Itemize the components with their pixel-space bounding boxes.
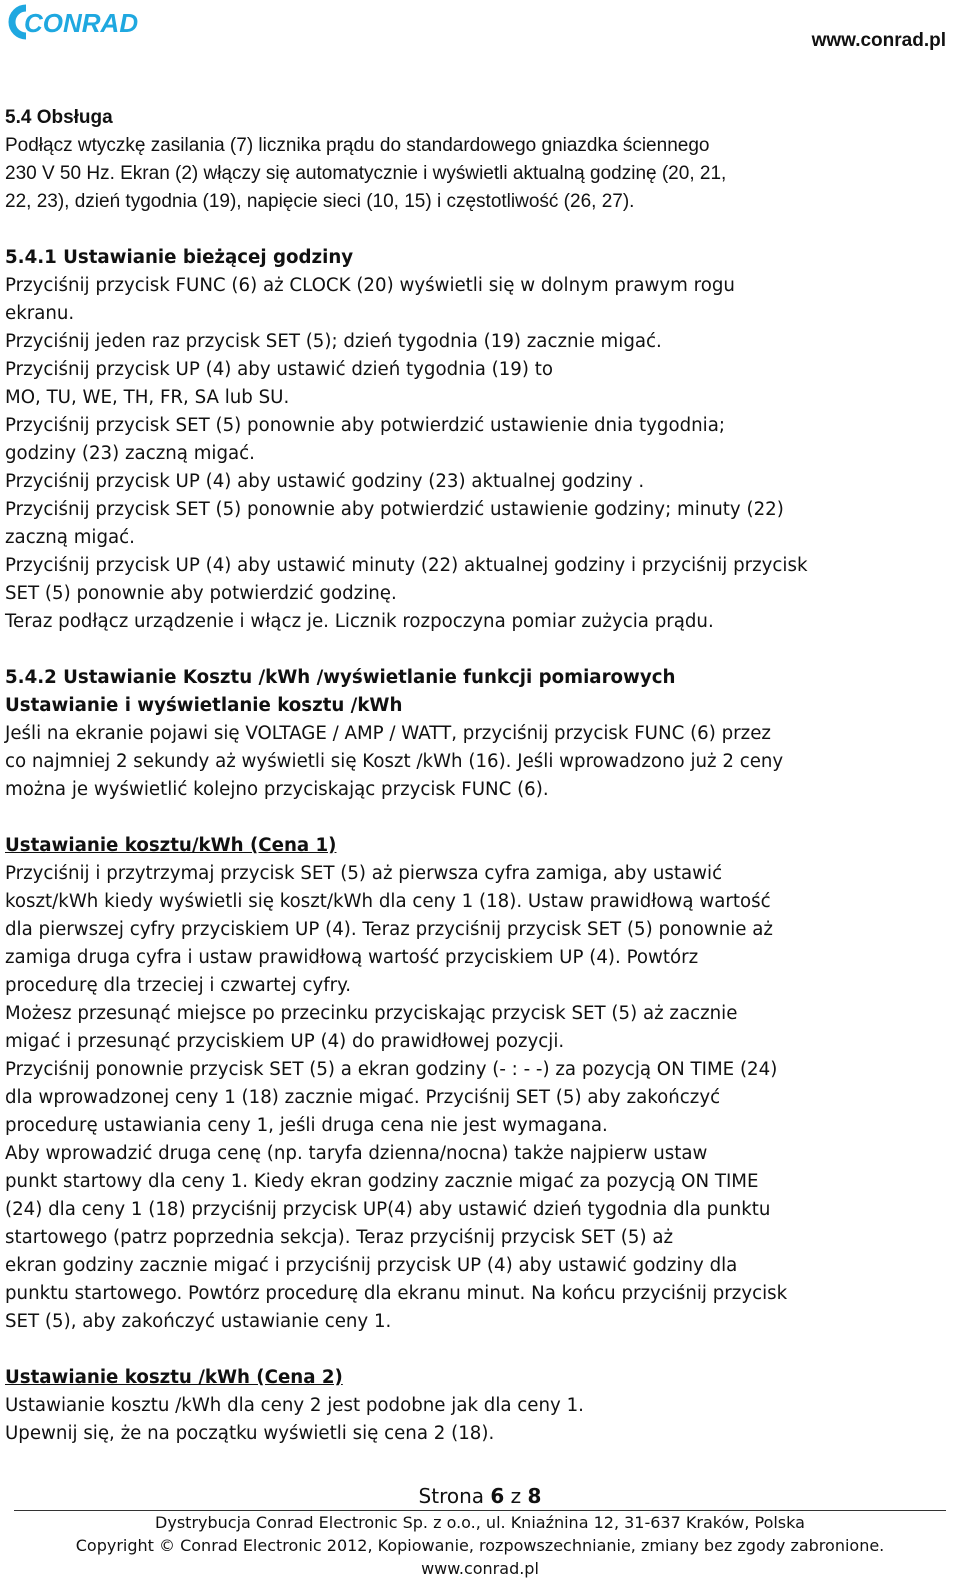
paragraph-line: Upewnij się, że na początku wyświetli się cena 2 (18). xyxy=(5,1423,495,1444)
paragraph-line: Przyciśnij przycisk SET (5) ponownie aby potwierdzić ustawienie dnia tygodnia; xyxy=(5,415,725,436)
paragraph-line: Przyciśnij przycisk UP (4) aby ustawić dzień tygodnia (19) to xyxy=(5,359,554,380)
paragraph-line: można je wyświetlić kolejno przyciskając przycisk FUNC (6). xyxy=(5,779,549,800)
paragraph-line: Podłącz wtyczkę zasilania (7) licznika prądu do standardowego gniazdka ściennego xyxy=(5,135,710,156)
paragraph-line: punkt startowy dla ceny 1. Kiedy ekran godziny zacznie migać za pozycją ON TIME xyxy=(5,1171,759,1192)
footer-copyright: Copyright © Conrad Electronic 2012, Kopiowanie, rozpowszechnianie, zmiany bez zgody zabronione. xyxy=(75,1536,885,1555)
section-heading-5-4: 5.4 Obsługa xyxy=(5,107,113,128)
paragraph-line: Przyciśnij przycisk UP (4) aby ustawić minuty (22) aktualnej godziny i przyciśnij przycisk xyxy=(5,555,808,576)
paragraph-line: Przyciśnij przycisk UP (4) aby ustawić godziny (23) aktualnej godziny . xyxy=(5,471,645,492)
paragraph-line: Ustawianie kosztu /kWh dla ceny 2 jest podobne jak dla ceny 1. xyxy=(5,1395,584,1416)
paragraph-line: Przyciśnij przycisk FUNC (6) aż CLOCK (20) wyświetli się w dolnym prawym rogu xyxy=(5,275,735,296)
paragraph-line: godziny (23) zaczną migać. xyxy=(5,443,255,464)
paragraph-line: Przyciśnij przycisk SET (5) ponownie aby potwierdzić ustawienie godziny; minuty (22) xyxy=(5,499,784,520)
document-body xyxy=(5,104,950,1448)
paragraph-line: startowego (patrz poprzednia sekcja). Teraz przyciśnij przycisk SET (5) aż xyxy=(5,1227,674,1248)
conrad-logo xyxy=(4,2,154,46)
paragraph-line: procedurę ustawiania ceny 1, jeśli druga cena nie jest wymagana. xyxy=(5,1115,608,1136)
page-number xyxy=(0,1484,960,1508)
paragraph-line: Aby wprowadzić druga cenę (np. taryfa dzienna/nocna) także najpierw ustaw xyxy=(5,1143,708,1164)
section-heading-5-4-1: 5.4.1 Ustawianie bieżącej godziny xyxy=(5,247,354,268)
paragraph-line: zaczną migać. xyxy=(5,527,135,548)
page-total: 8 xyxy=(527,1484,542,1508)
paragraph-line: procedurę dla trzeciej i czwartej cyfry. xyxy=(5,975,352,996)
paragraph-line: ekran godziny zacznie migać i przyciśnij przycisk UP (4) aby ustawić godziny dla xyxy=(5,1255,738,1276)
paragraph-line: dla pierwszej cyfry przyciskiem UP (4). Teraz przyciśnij przycisk SET (5) ponownie aż xyxy=(5,919,773,940)
footer-url: www.conrad.pl xyxy=(421,1559,539,1578)
page-footer xyxy=(0,1484,960,1580)
section-heading-5-4-2: 5.4.2 Ustawianie Kosztu /kWh /wyświetlanie funkcji pomiarowych xyxy=(5,667,676,688)
subsection-heading-cena-1: Ustawianie kosztu/kWh (Cena 1) xyxy=(5,835,337,856)
footer-distribution: Dystrybucja Conrad Electronic Sp. z o.o., ul. Kniaźnina 12, 31-637 Kraków, Polska xyxy=(155,1513,805,1532)
subsection-heading: Ustawianie i wyświetlanie kosztu /kWh xyxy=(5,695,403,716)
paragraph-line: SET (5) ponownie aby potwierdzić godzinę. xyxy=(5,583,397,604)
paragraph-line: dla wprowadzonej ceny 1 (18) zacznie migać. Przyciśnij SET (5) aby zakończyć xyxy=(5,1087,721,1108)
paragraph-line: ekranu. xyxy=(5,303,75,324)
paragraph-line: koszt/kWh kiedy wyświetli się koszt/kWh dla ceny 1 (18). Ustaw prawidłową wartość xyxy=(5,891,771,912)
paragraph-line: Teraz podłącz urządzenie i włącz je. Licznik rozpoczyna pomiar zużycia prądu. xyxy=(5,611,714,632)
paragraph-line: 230 V 50 Hz. Ekran (2) włączy się automatycznie i wyświetli aktualną godzinę (20, 21, xyxy=(5,163,727,184)
paragraph-line: co najmniej 2 sekundy aż wyświetli się Koszt /kWh (16). Jeśli wprowadzono już 2 ceny xyxy=(5,751,784,772)
page-header xyxy=(0,0,960,90)
paragraph-line: Przyciśnij i przytrzymaj przycisk SET (5) aż pierwsza cyfra zamiga, aby ustawić xyxy=(5,863,723,884)
logo-text: CONRAD xyxy=(24,8,139,38)
paragraph-line: MO, TU, WE, TH, FR, SA lub SU. xyxy=(5,387,290,408)
paragraph-line: Przyciśnij jeden raz przycisk SET (5); dzień tygodnia (19) zacznie migać. xyxy=(5,331,662,352)
paragraph-line: Jeśli na ekranie pojawi się VOLTAGE / AMP / WATT, przyciśnij przycisk FUNC (6) przez xyxy=(5,723,771,744)
subsection-heading-cena-2: Ustawianie kosztu /kWh (Cena 2) xyxy=(5,1367,343,1388)
page-separator: z xyxy=(510,1484,522,1508)
page-current: 6 xyxy=(490,1484,505,1508)
site-url: www.conrad.pl xyxy=(811,30,946,51)
paragraph-line: 22, 23), dzień tygodnia (19), napięcie sieci (10, 15) i częstotliwość (26, 27). xyxy=(5,191,635,212)
page-label: Strona xyxy=(418,1484,485,1508)
paragraph-line: migać i przesunąć przyciskiem UP (4) do prawidłowej pozycji. xyxy=(5,1031,565,1052)
paragraph-line: SET (5), aby zakończyć ustawianie ceny 1. xyxy=(5,1311,392,1332)
paragraph-line: (24) dla ceny 1 (18) przyciśnij przycisk UP(4) aby ustawić dzień tygodnia dla punktu xyxy=(5,1199,771,1220)
paragraph-line: zamiga druga cyfra i ustaw prawidłową wartość przyciskiem UP (4). Powtórz xyxy=(5,947,699,968)
paragraph-line: Przyciśnij ponownie przycisk SET (5) a ekran godziny (- : - -) za pozycją ON TIME (24) xyxy=(5,1059,778,1080)
paragraph-line: punktu startowego. Powtórz procedurę dla ekranu minut. Na końcu przyciśnij przycisk xyxy=(5,1283,788,1304)
paragraph-line: Możesz przesunąć miejsce po przecinku przyciskając przycisk SET (5) aż zacznie xyxy=(5,1003,738,1024)
